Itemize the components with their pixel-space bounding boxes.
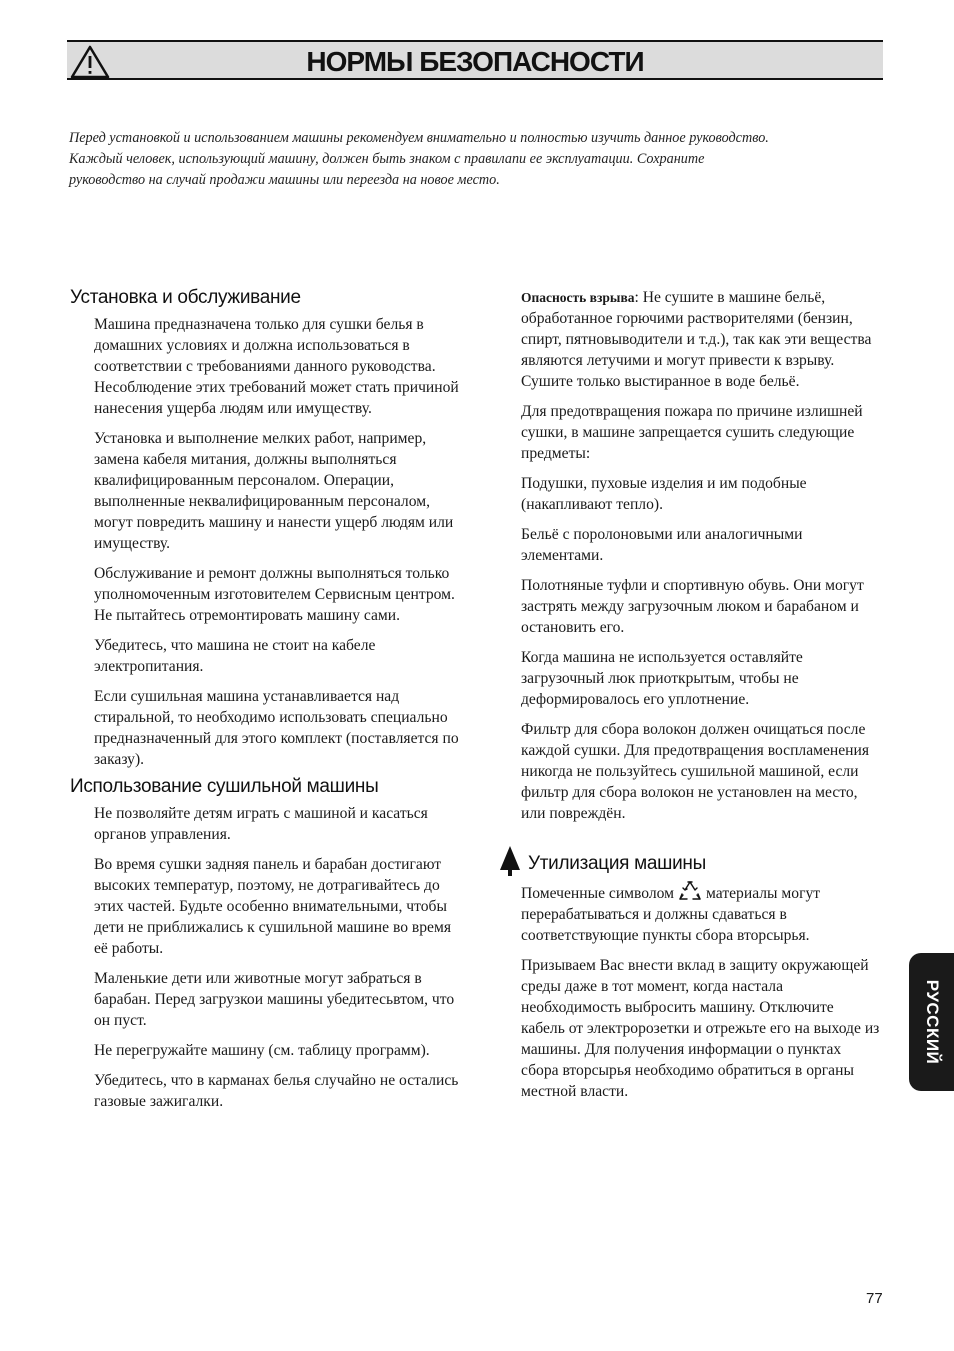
explosion-text: : Не сушите в машине бельё, обработанное горючими растворителями (бензин, спирт, пятновыводители и т.д.), так как эти вещества являются летучими и могут привести к взрыву. Сушите только выстиранное в воде бельё. xyxy=(521,289,872,390)
paragraph: Для предотвращения пожара по причине излишней сушки, в машине запрещается сушить следующие предметы: xyxy=(521,403,863,462)
intro-text xyxy=(69,128,889,191)
right-column xyxy=(521,287,881,1111)
paragraph: Фильтр для сбора волокон должен очищаться после каждой сушки. Для предотвращения воспламенения никогда не пользуйтесь сушильной машиной, если фильтр для сбора волокон не установлен на место, или повреждён. xyxy=(521,721,870,822)
paragraph: Машина предназначена только для сушки белья в домашних условиях и должна использоваться в соответствии с требованиями данного руководства. Несоблюдение этих требований может стать причиной нанесения ущерба людям или имуществу. xyxy=(94,316,459,417)
paragraph: Убедитесь, что машина не стоит на кабеле электропитания. xyxy=(94,637,376,675)
paragraph: Призываем Вас внести вклад в защиту окружающей среды даже в тот момент, когда настала необходимость выбросить машину. Отключите кабель от электророзетки и отрежьте его на выходе из машины. Для получения информации о пунктах сбора вторсырья необходимо обратиться в органы местной власти. xyxy=(521,957,880,1100)
paragraph: Маленькие дети или животные могут забраться в барабан. Перед загрузкои машины убедитесьвтом, что он пуст. xyxy=(94,970,455,1029)
explosion-lead: Опасность взрыва xyxy=(521,290,635,305)
title-bar xyxy=(67,40,883,80)
left-column xyxy=(70,286,465,1121)
intro-line: Каждый человек, использующий машину, должен быть знаком с правилапи ее эксплуатации. Сохраните xyxy=(69,151,705,167)
paragraph: Подушки, пуховые изделия и им подобные (накапливают тепло). xyxy=(521,475,807,513)
disposal-heading-row xyxy=(521,848,881,876)
paragraph: Если сушильная машина устанавливается над стиральной, то необходимо использовать специально предназначенный для этого комплект (поставляется по заказу). xyxy=(94,688,459,768)
paragraph: Не перегружайте машину (см. таблицу программ). xyxy=(94,1042,430,1059)
language-tab xyxy=(909,953,954,1091)
section-heading-usage: Использование сушильной машины xyxy=(70,776,379,797)
paragraph: Полотняные туфли и спортивную обувь. Они могут застрять между загрузочным люком и барабаном и остановить его. xyxy=(521,577,864,636)
paragraph: Установка и выполнение мелких работ, например, замена кабеля митания, должны выполняться квалифицированным персоналом. Операции, выполненные неквалифицированным персоналом, могут повредить машину и нанести ущерб людям или имуществу. xyxy=(94,430,454,552)
disposal-text-after: материалы могут перерабатываться и должны сдаваться в соответствующие пункты сбора вторсырья. xyxy=(521,885,821,944)
disposal-text-before: Помеченные символом xyxy=(521,885,675,902)
intro-line: Перед установкой и использованием машины рекомендуем внимательно и полностью изучить данное руководство. xyxy=(69,130,769,146)
disposal-paragraph xyxy=(521,880,881,946)
language-tab-label: РУССКИЙ xyxy=(922,979,942,1065)
paragraph: Убедитесь, что в карманах белья случайно не остались газовые зажигалки. xyxy=(94,1072,459,1110)
page-number: 77 xyxy=(866,1290,883,1307)
paragraph: Обслуживание и ремонт должны выполняться только уполномоченным изготовителем Сервисным центром. Не пытайтесь отремонтировать машину сами. xyxy=(94,565,455,624)
paragraph: Бельё с поролоновыми или аналогичными элементами. xyxy=(521,526,803,564)
page-title: НОРМЫ БЕЗОПАСНОСТИ xyxy=(306,46,644,77)
section-heading-disposal: Утилизация машины xyxy=(528,853,706,874)
tree-icon xyxy=(499,846,521,876)
paragraph: Во время сушки задняя панель и барабан достигают высоких температур, поэтому, не дотрагивайтесь до этих частей. Будьте особенно внимательными, чтобы дети не приближались к сушильной машине во время её работы. xyxy=(94,856,452,957)
paragraph: Когда машина не используется оставляйте загрузочный люк приоткрытым, чтобы не деформировалось его уплотнение. xyxy=(521,649,803,708)
section-heading-installation: Установка и обслуживание xyxy=(70,287,301,308)
recycle-icon xyxy=(678,880,702,902)
intro-line: руководство на случай продажи машины или переезда на новое место. xyxy=(69,172,500,188)
explosion-paragraph xyxy=(521,287,881,392)
paragraph: Не позволяйте детям играть с машиной и касаться органов управления. xyxy=(94,805,428,843)
